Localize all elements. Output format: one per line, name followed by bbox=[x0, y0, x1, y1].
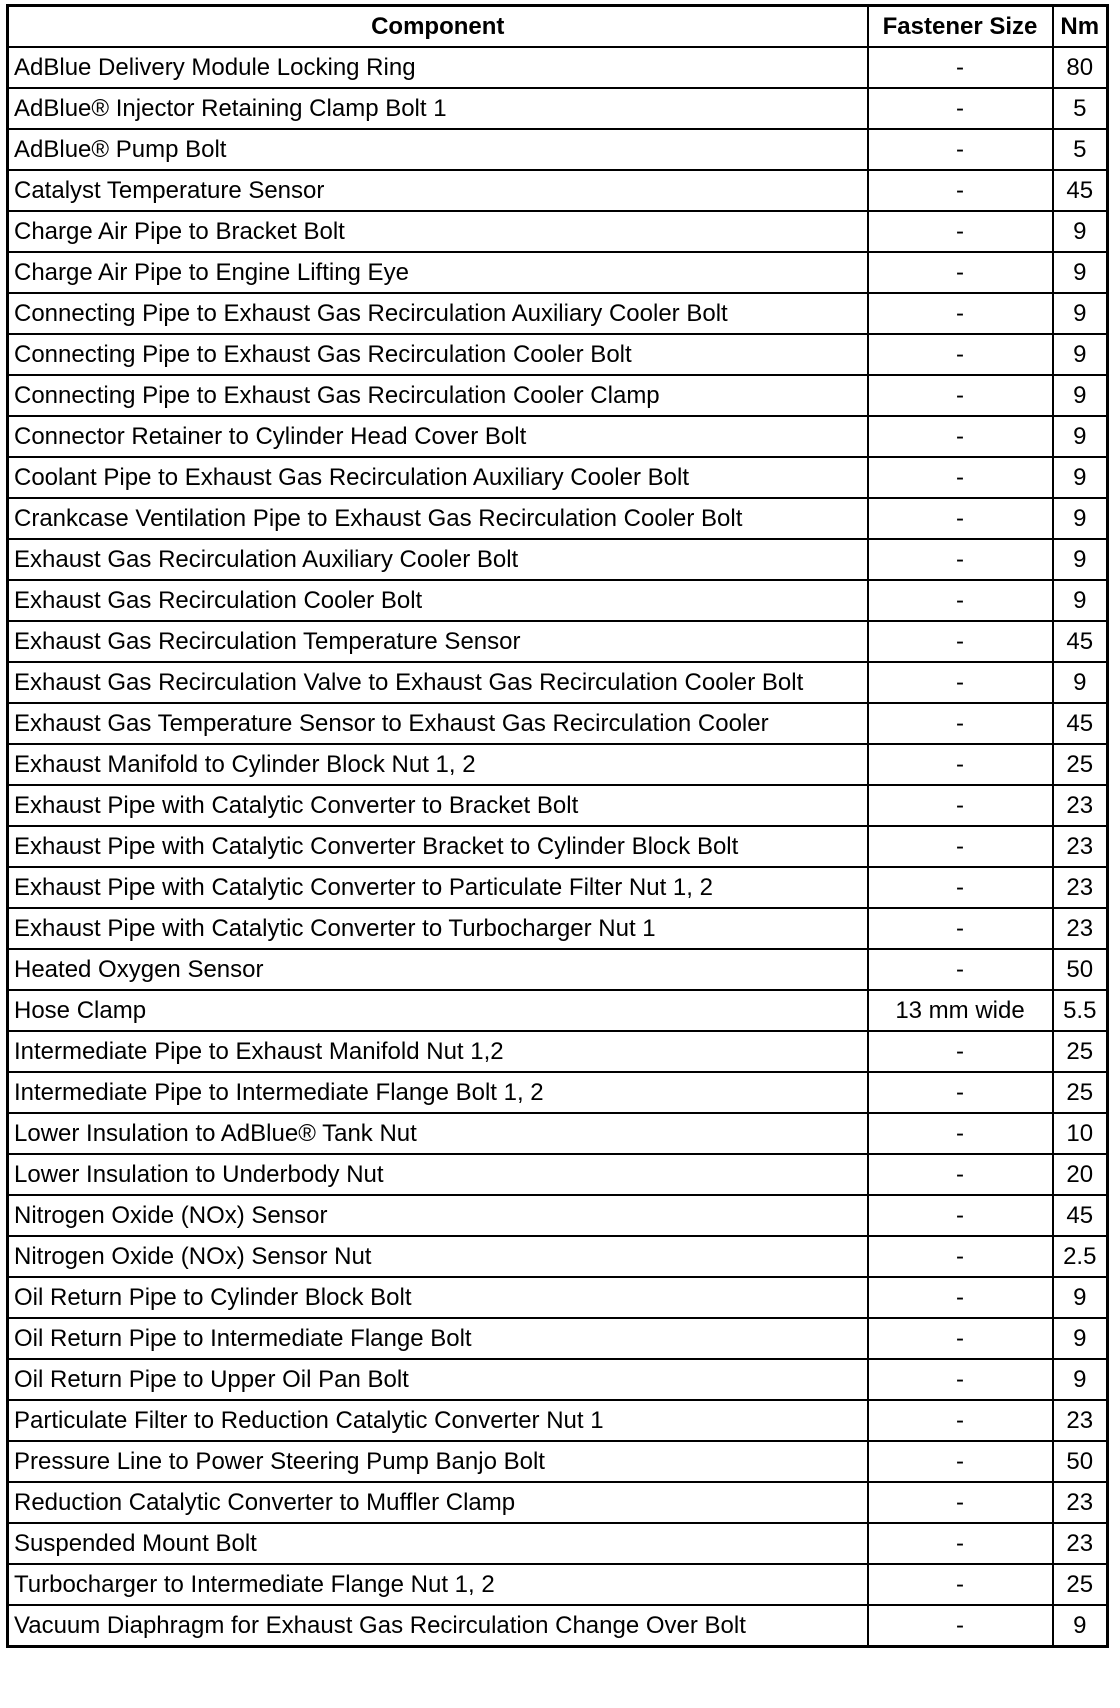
torque-nm-cell: 9 bbox=[1053, 662, 1108, 703]
fastener-size-cell: - bbox=[868, 621, 1053, 662]
component-cell: Turbocharger to Intermediate Flange Nut 1, 2 bbox=[8, 1564, 868, 1605]
component-cell: Coolant Pipe to Exhaust Gas Recirculation Auxiliary Cooler Bolt bbox=[8, 457, 868, 498]
component-cell: Connecting Pipe to Exhaust Gas Recirculation Cooler Bolt bbox=[8, 334, 868, 375]
table-row bbox=[8, 457, 1108, 498]
table-header bbox=[8, 6, 1108, 48]
fastener-size-cell: - bbox=[868, 1072, 1053, 1113]
fastener-size-cell: - bbox=[868, 1400, 1053, 1441]
torque-nm-cell: 5.5 bbox=[1053, 990, 1108, 1031]
table-row bbox=[8, 47, 1108, 88]
table-row bbox=[8, 703, 1108, 744]
torque-nm-cell: 9 bbox=[1053, 498, 1108, 539]
torque-nm-cell: 45 bbox=[1053, 1195, 1108, 1236]
torque-nm-cell: 20 bbox=[1053, 1154, 1108, 1195]
component-cell: Hose Clamp bbox=[8, 990, 868, 1031]
torque-nm-cell: 45 bbox=[1053, 170, 1108, 211]
fastener-size-cell: - bbox=[868, 1359, 1053, 1400]
fastener-size-cell: - bbox=[868, 1277, 1053, 1318]
table-row bbox=[8, 1031, 1108, 1072]
torque-nm-cell: 23 bbox=[1053, 1523, 1108, 1564]
table-row bbox=[8, 949, 1108, 990]
component-cell: Exhaust Pipe with Catalytic Converter Bracket to Cylinder Block Bolt bbox=[8, 826, 868, 867]
component-cell: Catalyst Temperature Sensor bbox=[8, 170, 868, 211]
fastener-size-cell: - bbox=[868, 1154, 1053, 1195]
fastener-size-cell: - bbox=[868, 1564, 1053, 1605]
torque-nm-cell: 45 bbox=[1053, 703, 1108, 744]
table-row bbox=[8, 1113, 1108, 1154]
header-row bbox=[8, 6, 1108, 48]
torque-nm-cell: 9 bbox=[1053, 1605, 1108, 1647]
table-row bbox=[8, 1523, 1108, 1564]
torque-nm-cell: 50 bbox=[1053, 1441, 1108, 1482]
component-cell: Lower Insulation to AdBlue® Tank Nut bbox=[8, 1113, 868, 1154]
component-cell: Crankcase Ventilation Pipe to Exhaust Gas Recirculation Cooler Bolt bbox=[8, 498, 868, 539]
torque-nm-cell: 9 bbox=[1053, 211, 1108, 252]
column-header-nm: Nm bbox=[1053, 6, 1108, 48]
component-cell: Suspended Mount Bolt bbox=[8, 1523, 868, 1564]
component-cell: Exhaust Gas Recirculation Cooler Bolt bbox=[8, 580, 868, 621]
component-cell: Nitrogen Oxide (NOx) Sensor Nut bbox=[8, 1236, 868, 1277]
table-row bbox=[8, 375, 1108, 416]
component-cell: Oil Return Pipe to Upper Oil Pan Bolt bbox=[8, 1359, 868, 1400]
fastener-size-cell: - bbox=[868, 293, 1053, 334]
fastener-size-cell: - bbox=[868, 88, 1053, 129]
table-row bbox=[8, 826, 1108, 867]
component-cell: Exhaust Pipe with Catalytic Converter to Particulate Filter Nut 1, 2 bbox=[8, 867, 868, 908]
fastener-size-cell: - bbox=[868, 826, 1053, 867]
table-row bbox=[8, 867, 1108, 908]
torque-nm-cell: 5 bbox=[1053, 129, 1108, 170]
fastener-size-cell: - bbox=[868, 662, 1053, 703]
fastener-size-cell: - bbox=[868, 1441, 1053, 1482]
fastener-size-cell: - bbox=[868, 252, 1053, 293]
fastener-size-cell: - bbox=[868, 703, 1053, 744]
component-cell: Charge Air Pipe to Engine Lifting Eye bbox=[8, 252, 868, 293]
table-row bbox=[8, 416, 1108, 457]
fastener-size-cell: - bbox=[868, 580, 1053, 621]
torque-nm-cell: 25 bbox=[1053, 1564, 1108, 1605]
fastener-size-cell: - bbox=[868, 416, 1053, 457]
fastener-size-cell: - bbox=[868, 129, 1053, 170]
fastener-size-cell: - bbox=[868, 1031, 1053, 1072]
fastener-size-cell: - bbox=[868, 1523, 1053, 1564]
fastener-size-cell: - bbox=[868, 539, 1053, 580]
torque-nm-cell: 9 bbox=[1053, 1359, 1108, 1400]
torque-nm-cell: 9 bbox=[1053, 457, 1108, 498]
torque-specifications-table bbox=[6, 4, 1109, 1648]
component-cell: AdBlue® Injector Retaining Clamp Bolt 1 bbox=[8, 88, 868, 129]
fastener-size-cell: - bbox=[868, 1605, 1053, 1647]
component-cell: Pressure Line to Power Steering Pump Banjo Bolt bbox=[8, 1441, 868, 1482]
table-row bbox=[8, 1277, 1108, 1318]
torque-nm-cell: 23 bbox=[1053, 908, 1108, 949]
table-row bbox=[8, 1359, 1108, 1400]
component-cell: Intermediate Pipe to Intermediate Flange Bolt 1, 2 bbox=[8, 1072, 868, 1113]
fastener-size-cell: - bbox=[868, 867, 1053, 908]
torque-nm-cell: 9 bbox=[1053, 539, 1108, 580]
column-header-component: Component bbox=[8, 6, 868, 48]
torque-nm-cell: 23 bbox=[1053, 785, 1108, 826]
torque-nm-cell: 45 bbox=[1053, 621, 1108, 662]
torque-nm-cell: 9 bbox=[1053, 252, 1108, 293]
table-row bbox=[8, 1605, 1108, 1647]
torque-nm-cell: 23 bbox=[1053, 1400, 1108, 1441]
table-row bbox=[8, 1441, 1108, 1482]
fastener-size-cell: - bbox=[868, 1113, 1053, 1154]
component-cell: Exhaust Manifold to Cylinder Block Nut 1, 2 bbox=[8, 744, 868, 785]
table-row bbox=[8, 1400, 1108, 1441]
torque-nm-cell: 25 bbox=[1053, 744, 1108, 785]
torque-nm-cell: 9 bbox=[1053, 293, 1108, 334]
component-cell: Exhaust Gas Recirculation Auxiliary Cooler Bolt bbox=[8, 539, 868, 580]
torque-nm-cell: 23 bbox=[1053, 826, 1108, 867]
table-row bbox=[8, 990, 1108, 1031]
component-cell: AdBlue® Pump Bolt bbox=[8, 129, 868, 170]
torque-nm-cell: 25 bbox=[1053, 1031, 1108, 1072]
component-cell: Heated Oxygen Sensor bbox=[8, 949, 868, 990]
torque-nm-cell: 9 bbox=[1053, 416, 1108, 457]
torque-nm-cell: 5 bbox=[1053, 88, 1108, 129]
fastener-size-cell: - bbox=[868, 744, 1053, 785]
torque-nm-cell: 9 bbox=[1053, 334, 1108, 375]
component-cell: Exhaust Gas Recirculation Valve to Exhaust Gas Recirculation Cooler Bolt bbox=[8, 662, 868, 703]
fastener-size-cell: - bbox=[868, 498, 1053, 539]
torque-nm-cell: 10 bbox=[1053, 1113, 1108, 1154]
component-cell: Reduction Catalytic Converter to Muffler Clamp bbox=[8, 1482, 868, 1523]
component-cell: Oil Return Pipe to Intermediate Flange Bolt bbox=[8, 1318, 868, 1359]
torque-nm-cell: 23 bbox=[1053, 867, 1108, 908]
component-cell: Exhaust Gas Recirculation Temperature Sensor bbox=[8, 621, 868, 662]
table-row bbox=[8, 785, 1108, 826]
table-row bbox=[8, 211, 1108, 252]
component-cell: Charge Air Pipe to Bracket Bolt bbox=[8, 211, 868, 252]
component-cell: Exhaust Pipe with Catalytic Converter to Turbocharger Nut 1 bbox=[8, 908, 868, 949]
torque-nm-cell: 9 bbox=[1053, 1318, 1108, 1359]
torque-nm-cell: 9 bbox=[1053, 580, 1108, 621]
fastener-size-cell: - bbox=[868, 908, 1053, 949]
fastener-size-cell: - bbox=[868, 1236, 1053, 1277]
fastener-size-cell: - bbox=[868, 1482, 1053, 1523]
component-cell: Particulate Filter to Reduction Catalytic Converter Nut 1 bbox=[8, 1400, 868, 1441]
table-row bbox=[8, 1564, 1108, 1605]
table-row bbox=[8, 621, 1108, 662]
table-row bbox=[8, 170, 1108, 211]
component-cell: Exhaust Gas Temperature Sensor to Exhaust Gas Recirculation Cooler bbox=[8, 703, 868, 744]
table-row bbox=[8, 744, 1108, 785]
component-cell: AdBlue Delivery Module Locking Ring bbox=[8, 47, 868, 88]
table-row bbox=[8, 1318, 1108, 1359]
table-body bbox=[8, 47, 1108, 1647]
fastener-size-cell: 13 mm wide bbox=[868, 990, 1053, 1031]
component-cell: Lower Insulation to Underbody Nut bbox=[8, 1154, 868, 1195]
table-row bbox=[8, 334, 1108, 375]
component-cell: Connecting Pipe to Exhaust Gas Recirculation Auxiliary Cooler Bolt bbox=[8, 293, 868, 334]
table-row bbox=[8, 1195, 1108, 1236]
component-cell: Connecting Pipe to Exhaust Gas Recirculation Cooler Clamp bbox=[8, 375, 868, 416]
component-cell: Connector Retainer to Cylinder Head Cover Bolt bbox=[8, 416, 868, 457]
column-header-fastener-size: Fastener Size bbox=[868, 6, 1053, 48]
torque-nm-cell: 2.5 bbox=[1053, 1236, 1108, 1277]
component-cell: Exhaust Pipe with Catalytic Converter to Bracket Bolt bbox=[8, 785, 868, 826]
torque-nm-cell: 9 bbox=[1053, 1277, 1108, 1318]
table-row bbox=[8, 293, 1108, 334]
fastener-size-cell: - bbox=[868, 457, 1053, 498]
torque-nm-cell: 80 bbox=[1053, 47, 1108, 88]
torque-nm-cell: 9 bbox=[1053, 375, 1108, 416]
table-row bbox=[8, 252, 1108, 293]
component-cell: Vacuum Diaphragm for Exhaust Gas Recirculation Change Over Bolt bbox=[8, 1605, 868, 1647]
table-row bbox=[8, 1154, 1108, 1195]
fastener-size-cell: - bbox=[868, 949, 1053, 990]
table-row bbox=[8, 1236, 1108, 1277]
torque-nm-cell: 50 bbox=[1053, 949, 1108, 990]
table-row bbox=[8, 1072, 1108, 1113]
table-row bbox=[8, 1482, 1108, 1523]
fastener-size-cell: - bbox=[868, 211, 1053, 252]
table-row bbox=[8, 539, 1108, 580]
fastener-size-cell: - bbox=[868, 47, 1053, 88]
fastener-size-cell: - bbox=[868, 170, 1053, 211]
table-row bbox=[8, 498, 1108, 539]
table-row bbox=[8, 580, 1108, 621]
component-cell: Intermediate Pipe to Exhaust Manifold Nut 1,2 bbox=[8, 1031, 868, 1072]
fastener-size-cell: - bbox=[868, 334, 1053, 375]
torque-nm-cell: 25 bbox=[1053, 1072, 1108, 1113]
fastener-size-cell: - bbox=[868, 1195, 1053, 1236]
component-cell: Nitrogen Oxide (NOx) Sensor bbox=[8, 1195, 868, 1236]
fastener-size-cell: - bbox=[868, 785, 1053, 826]
table-row bbox=[8, 129, 1108, 170]
fastener-size-cell: - bbox=[868, 375, 1053, 416]
fastener-size-cell: - bbox=[868, 1318, 1053, 1359]
table-row bbox=[8, 88, 1108, 129]
table-row bbox=[8, 662, 1108, 703]
torque-nm-cell: 23 bbox=[1053, 1482, 1108, 1523]
table-row bbox=[8, 908, 1108, 949]
component-cell: Oil Return Pipe to Cylinder Block Bolt bbox=[8, 1277, 868, 1318]
